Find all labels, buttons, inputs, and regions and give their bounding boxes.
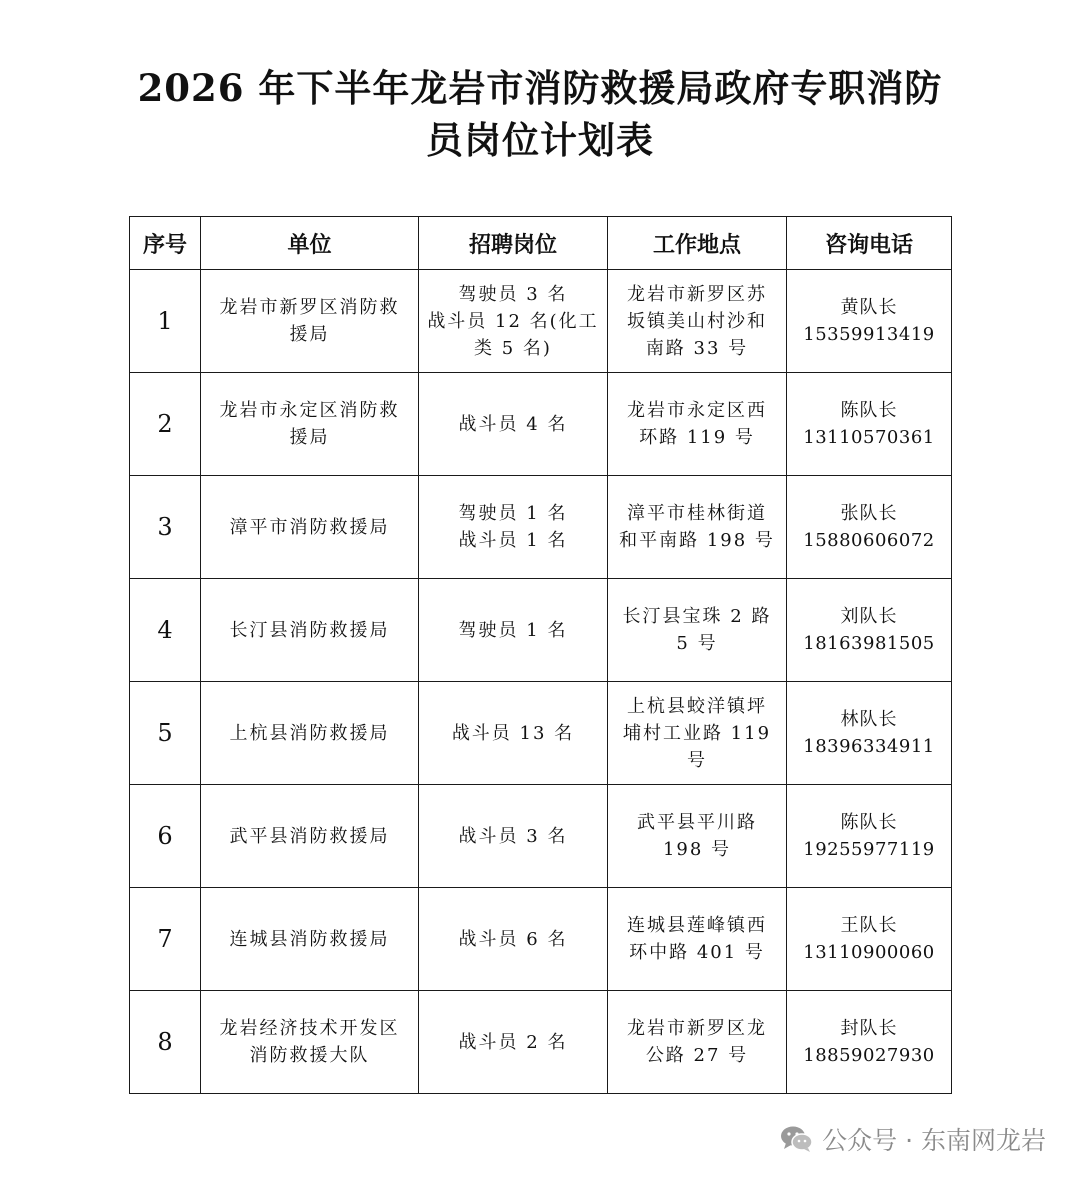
table-row [130,785,952,888]
cell-unit-line: 长汀县消防救援局 [229,619,390,641]
cell-post-line: 战斗员 2 名 [458,1031,568,1053]
cell-unit-line: 龙岩经济技术开发区 [219,1018,400,1039]
cell-place-line: 和平南路 198 号 [619,530,775,551]
column-header-unit: 单位 [201,217,419,270]
table-row [130,270,952,373]
cell-place-line: 武平县平川路 [637,812,757,833]
cell-place-line: 埔村工业路 119 [622,722,772,744]
cell-post [419,476,608,579]
cell-unit [201,476,419,579]
cell-post-line: 战斗员 1 名 [458,530,568,551]
contact-phone: 18163981505 [803,633,935,654]
contact-name: 林队长 [840,709,898,730]
cell-post-line: 驾驶员 1 名 [458,619,568,641]
cell-seq: 3 [130,476,201,579]
watermark [780,1121,1046,1157]
cell-place-line: 环路 119 号 [639,427,755,448]
contact-name: 黄队长 [840,297,898,318]
cell-post-line: 驾驶员 3 名 [458,283,568,305]
cell-seq: 5 [130,682,201,785]
cell-place-line: 长汀县宝珠 2 路 [622,606,772,627]
cell-place [608,373,787,476]
column-header-phone: 咨询电话 [787,217,952,270]
contact-phone: 15359913419 [803,324,935,345]
cell-contact [787,270,952,373]
table-row [130,682,952,785]
cell-unit-line: 援局 [289,324,330,345]
contact-name: 刘队长 [840,606,898,627]
cell-place-line: 连城县莲峰镇西 [627,915,767,936]
watermark-text: 公众号 · 东南网龙岩 [822,1126,1046,1155]
cell-post [419,785,608,888]
contact-phone: 18396334911 [803,736,935,757]
cell-unit-line: 武平县消防救援局 [229,825,390,847]
cell-place-line: 坂镇美山村沙和 [627,310,767,332]
cell-unit-line: 援局 [289,427,330,448]
cell-unit-line: 漳平市消防救援局 [229,516,390,538]
cell-place-line: 上杭县蛟洋镇坪 [627,695,767,717]
cell-post [419,991,608,1094]
cell-contact [787,785,952,888]
column-header-place: 工作地点 [608,217,787,270]
cell-contact [787,888,952,991]
page-title [60,62,1020,166]
cell-place-line: 公路 27 号 [645,1045,749,1066]
cell-unit [201,991,419,1094]
table-row [130,476,952,579]
cell-place-line: 龙岩市新罗区龙 [627,1018,767,1039]
wechat-icon [780,1125,814,1153]
cell-unit-line: 龙岩市永定区消防救 [219,400,400,421]
table-row [130,991,952,1094]
cell-unit [201,270,419,373]
page-title-line-2: 员岗位计划表 [426,118,654,162]
cell-unit-line: 连城县消防救援局 [229,928,390,950]
cell-post-line: 战斗员 4 名 [458,413,568,435]
cell-unit-line: 消防救援大队 [249,1045,370,1066]
cell-post-line: 战斗员 12 名(化工 [427,310,599,332]
cell-place [608,888,787,991]
cell-unit [201,373,419,476]
cell-place [608,579,787,682]
cell-unit [201,682,419,785]
cell-place [608,991,787,1094]
cell-place-line: 龙岩市新罗区苏 [627,283,767,305]
table-header-row [130,217,952,270]
cell-post-line: 驾驶员 1 名 [458,503,568,524]
cell-unit-line: 上杭县消防救援局 [229,722,390,744]
cell-seq: 7 [130,888,201,991]
cell-place-line: 号 [687,749,707,771]
contact-phone: 19255977119 [803,839,935,860]
cell-contact [787,373,952,476]
table-row [130,579,952,682]
cell-post [419,579,608,682]
table-row [130,888,952,991]
cell-place-line: 环中路 401 号 [629,942,765,963]
cell-post [419,682,608,785]
column-header-seq: 序号 [130,217,201,270]
cell-unit [201,785,419,888]
cell-seq: 8 [130,991,201,1094]
contact-name: 陈队长 [840,400,898,421]
contact-phone: 13110570361 [803,427,935,448]
contact-name: 陈队长 [840,812,898,833]
cell-post [419,888,608,991]
page-title-line-1: 2026 年下半年龙岩市消防救援局政府专职消防 [137,66,943,110]
cell-place-line: 南路 33 号 [645,337,749,359]
cell-place [608,785,787,888]
contact-name: 封队长 [840,1018,898,1039]
cell-post-line: 类 5 名) [474,337,552,359]
contact-phone: 18859027930 [803,1045,935,1066]
cell-unit [201,888,419,991]
table-row [130,373,952,476]
cell-place-line: 5 号 [676,633,718,654]
cell-seq: 4 [130,579,201,682]
table-body [130,270,952,1094]
cell-contact [787,991,952,1094]
cell-place-line: 漳平市桂林街道 [627,503,767,524]
cell-place-line: 198 号 [662,839,732,860]
cell-unit-line: 龙岩市新罗区消防救 [219,297,400,318]
cell-place-line: 龙岩市永定区西 [627,400,767,421]
cell-contact [787,682,952,785]
cell-place [608,682,787,785]
cell-unit [201,579,419,682]
cell-contact [787,579,952,682]
cell-place [608,476,787,579]
cell-post-line: 战斗员 3 名 [458,825,568,847]
cell-post-line: 战斗员 6 名 [458,928,568,950]
cell-seq: 6 [130,785,201,888]
cell-post-line: 战斗员 13 名 [451,722,575,744]
cell-contact [787,476,952,579]
table-header [130,217,952,270]
contact-phone: 13110900060 [803,942,935,963]
cell-seq: 2 [130,373,201,476]
column-header-post: 招聘岗位 [419,217,608,270]
contact-phone: 15880606072 [803,530,935,551]
position-plan-table [129,216,952,1094]
contact-name: 王队长 [840,915,898,936]
cell-post [419,373,608,476]
cell-place [608,270,787,373]
cell-post [419,270,608,373]
cell-seq: 1 [130,270,201,373]
contact-name: 张队长 [840,503,898,524]
